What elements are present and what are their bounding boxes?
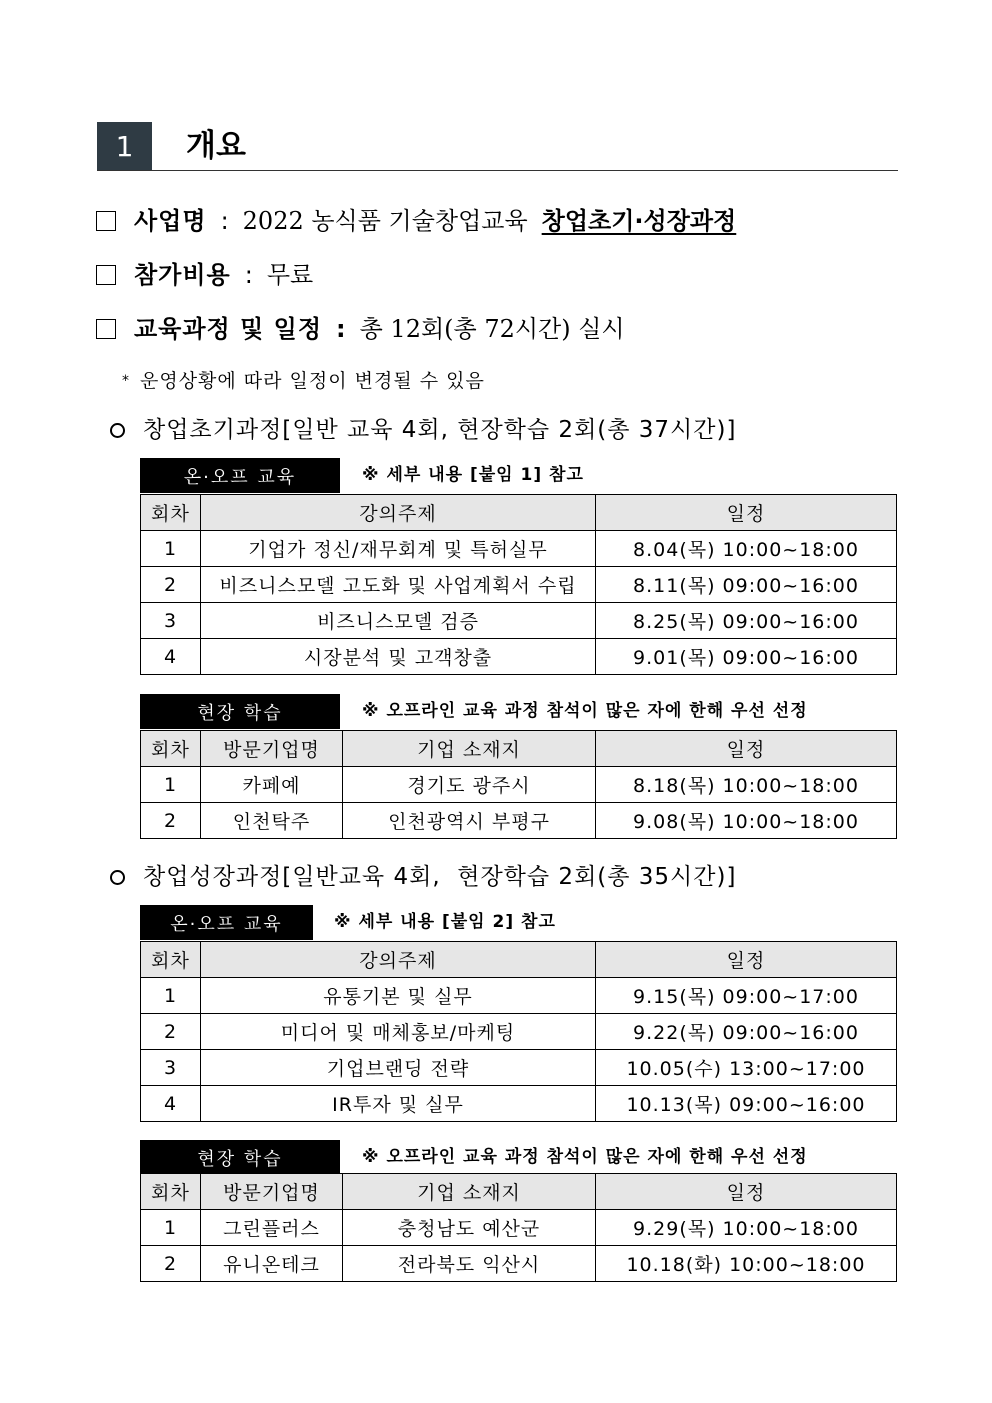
col-header: 일정 (596, 731, 897, 767)
cell-schedule: 10.18(화) 10:00~18:00 (596, 1246, 897, 1282)
cell-location: 충청남도 예산군 (343, 1210, 596, 1246)
cell-session: 1 (141, 978, 201, 1014)
cell-schedule: 8.25(목) 09:00~16:00 (596, 603, 897, 639)
cell-schedule: 8.11(목) 09:00~16:00 (596, 567, 897, 603)
cell-schedule: 8.04(목) 10:00~18:00 (596, 531, 897, 567)
cell-topic: 시장분석 및 고객창출 (201, 639, 596, 675)
cell-session: 2 (141, 1014, 201, 1050)
section-divider (97, 170, 898, 171)
table-row (141, 603, 897, 639)
cell-session: 4 (141, 1086, 201, 1122)
cell-schedule: 10.13(목) 09:00~16:00 (596, 1086, 897, 1122)
cell-schedule: 8.18(목) 10:00~18:00 (596, 767, 897, 803)
item-label: 사업명 (134, 207, 207, 235)
item-value: 2022 농식품 기술창업교육 (242, 207, 528, 235)
table-row (141, 767, 897, 803)
cell-schedule: 9.22(목) 09:00~16:00 (596, 1014, 897, 1050)
cell-location: 전라북도 익산시 (343, 1246, 596, 1282)
table-row (141, 1246, 897, 1282)
badge-note: ※ 세부 내용 [붙임 1] 참고 (362, 465, 584, 485)
badge-field-study: 현장 학습 (140, 1140, 340, 1175)
col-header: 일정 (596, 942, 897, 978)
cell-session: 2 (141, 803, 201, 839)
schedule-table-growth-online (140, 941, 897, 1122)
cell-location: 경기도 광주시 (343, 767, 596, 803)
cell-session: 2 (141, 1246, 201, 1282)
cell-company: 인천탁주 (201, 803, 343, 839)
schedule-table-initial-field (140, 730, 897, 839)
table-row (141, 803, 897, 839)
cell-company: 그린플러스 (201, 1210, 343, 1246)
cell-topic: 비즈니스모델 고도화 및 사업계획서 수립 (201, 567, 596, 603)
circle-bullet-icon (110, 870, 125, 885)
course-growth-title (110, 861, 736, 893)
col-header: 회차 (141, 731, 201, 767)
col-header: 회차 (141, 1174, 201, 1210)
item-highlight: 창업초기·성장과정 (541, 207, 737, 235)
schedule-table-growth-field (140, 1173, 897, 1282)
item-participation-fee (96, 258, 313, 292)
cell-session: 1 (141, 1210, 201, 1246)
schedule-note (122, 368, 485, 394)
cell-topic: 기업브랜딩 전략 (201, 1050, 596, 1086)
table-row (141, 1014, 897, 1050)
col-header: 일정 (596, 495, 897, 531)
cell-topic: 미디어 및 매체홍보/마케팅 (201, 1014, 596, 1050)
cell-schedule: 10.05(수) 13:00~17:00 (596, 1050, 897, 1086)
badge-online-offline: 온·오프 교육 (140, 905, 313, 940)
col-header: 방문기업명 (201, 1174, 343, 1210)
course-title: 창업성장과정[일반교육 4회, 현장학습 2회(총 35시간)] (143, 864, 737, 890)
item-value: 무료 (266, 261, 314, 289)
col-header: 회차 (141, 495, 201, 531)
col-header: 방문기업명 (201, 731, 343, 767)
checkbox-icon (96, 265, 116, 285)
cell-topic: 비즈니스모델 검증 (201, 603, 596, 639)
col-header: 강의주제 (201, 942, 596, 978)
col-header: 강의주제 (201, 495, 596, 531)
cell-schedule: 9.01(목) 09:00~16:00 (596, 639, 897, 675)
badge-note: ※ 오프라인 교육 과정 참석이 많은 자에 한해 우선 선정 (362, 701, 808, 721)
col-header: 기업 소재지 (343, 731, 596, 767)
checkbox-icon (96, 319, 116, 339)
cell-session: 2 (141, 567, 201, 603)
item-separator: : (220, 207, 229, 235)
cell-company: 카페예 (201, 767, 343, 803)
table-header-row (141, 1174, 897, 1210)
cell-session: 3 (141, 603, 201, 639)
cell-session: 1 (141, 531, 201, 567)
table-row (141, 1086, 897, 1122)
cell-company: 유니온테크 (201, 1246, 343, 1282)
cell-schedule: 9.08(목) 10:00~18:00 (596, 803, 897, 839)
col-header: 일정 (596, 1174, 897, 1210)
item-value: 총 12회(총 72시간) 실시 (359, 315, 625, 343)
item-label: 참가비용 (134, 261, 231, 289)
course-title: 창업초기과정[일반 교육 4회, 현장학습 2회(총 37시간)] (143, 417, 737, 443)
schedule-table-initial-online (140, 494, 897, 675)
cell-schedule: 9.29(목) 10:00~18:00 (596, 1210, 897, 1246)
cell-session: 3 (141, 1050, 201, 1086)
table-row (141, 567, 897, 603)
table-row (141, 1050, 897, 1086)
item-business-name (96, 204, 736, 238)
item-separator: : (244, 261, 253, 289)
table-header-row (141, 731, 897, 767)
note-text: 운영상황에 따라 일정이 변경될 수 있음 (140, 370, 485, 392)
checkbox-icon (96, 211, 116, 231)
table-row (141, 531, 897, 567)
badge-note: ※ 세부 내용 [붙임 2] 참고 (334, 912, 556, 932)
cell-topic: 유통기본 및 실무 (201, 978, 596, 1014)
table-header-row (141, 942, 897, 978)
cell-session: 4 (141, 639, 201, 675)
badge-field-study: 현장 학습 (140, 694, 340, 729)
item-separator: : (336, 315, 346, 343)
col-header: 회차 (141, 942, 201, 978)
table-row (141, 1210, 897, 1246)
table-row (141, 978, 897, 1014)
table-row (141, 639, 897, 675)
circle-bullet-icon (110, 423, 125, 438)
cell-schedule: 9.15(목) 09:00~17:00 (596, 978, 897, 1014)
badge-online-offline: 온·오프 교육 (140, 458, 340, 493)
table-header-row (141, 495, 897, 531)
cell-session: 1 (141, 767, 201, 803)
badge-note: ※ 오프라인 교육 과정 참석이 많은 자에 한해 우선 선정 (362, 1147, 808, 1167)
note-marker: * (122, 373, 130, 389)
item-course-schedule (96, 312, 625, 346)
cell-topic: 기업가 정신/재무회계 및 특허실무 (201, 531, 596, 567)
course-initial-title (110, 414, 736, 446)
col-header: 기업 소재지 (343, 1174, 596, 1210)
cell-location: 인천광역시 부평구 (343, 803, 596, 839)
section-number: 1 (97, 122, 152, 171)
section-title: 개요 (186, 128, 246, 164)
cell-topic: IR투자 및 실무 (201, 1086, 596, 1122)
item-label: 교육과정 및 일정 (134, 315, 322, 343)
